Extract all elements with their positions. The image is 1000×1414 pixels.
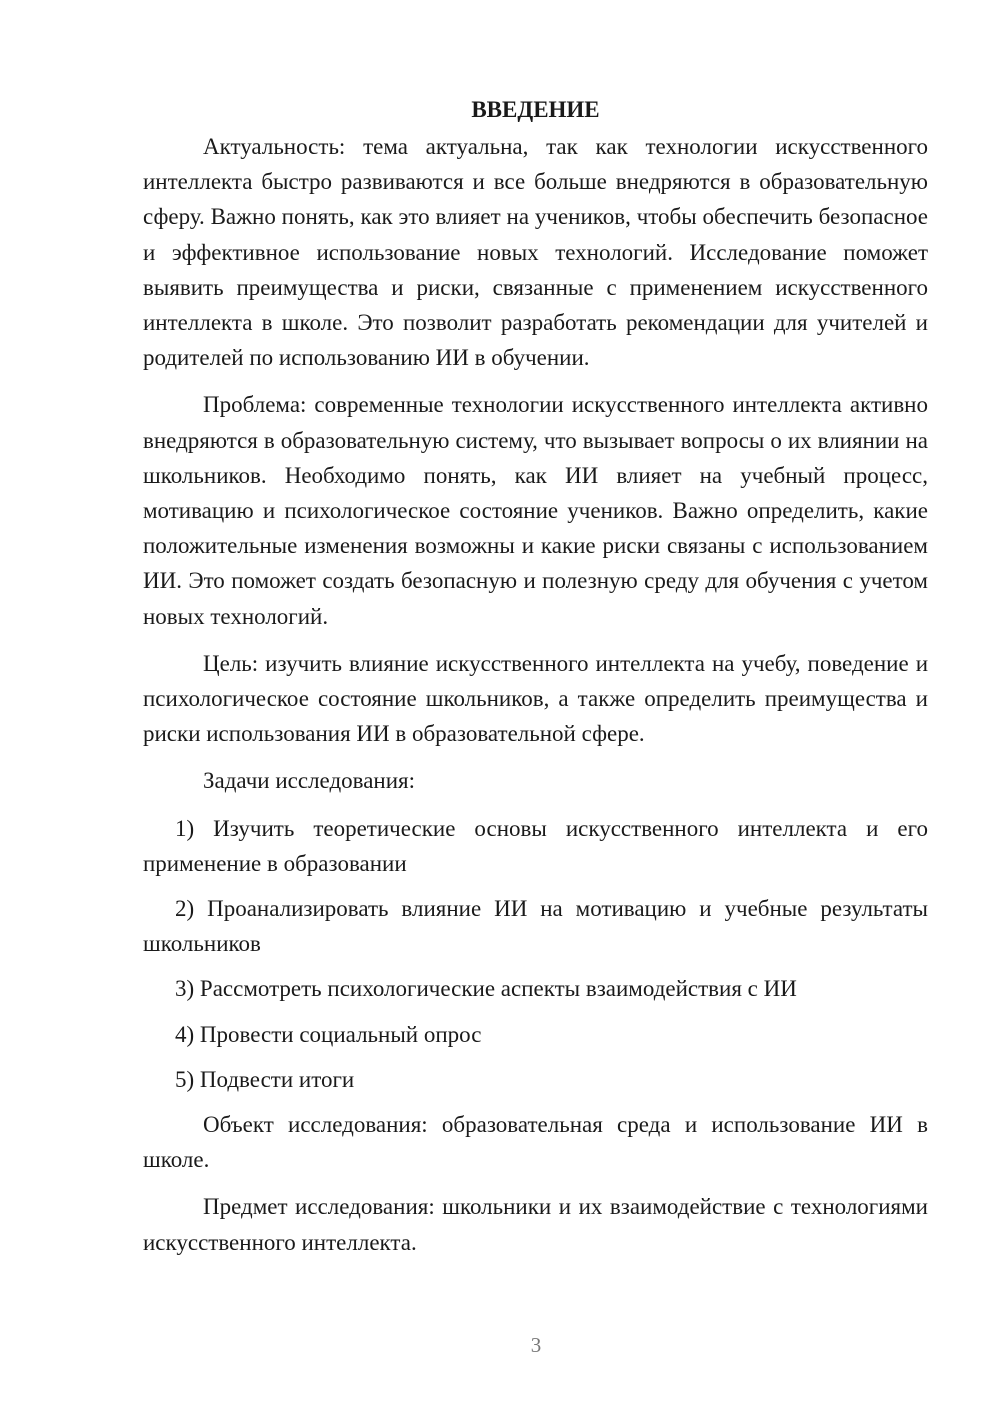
paragraph-problem: Проблема: современные технологии искусственного интеллекта активно внедряются в образовательную систему, что вызывает вопросы о их влиянии на школьников. Необходимо понять, как ИИ влияет на учебный процесс, мотивацию и психологическое состояние учеников. Важно определить, какие положительные изменения возможны и какие риски связаны с использованием ИИ. Это поможет создать безопасную и полезную среду для обучения с учетом новых технологий. (143, 392, 928, 629)
paragraph-object: Объект исследования: образовательная среда и использование ИИ в школе. (143, 1112, 928, 1173)
page-content (143, 92, 928, 1272)
task-item: 4) Провести социальный опрос (175, 1021, 482, 1047)
paragraph-subject: Предмет исследования: школьники и их взаимодействие с технологиями искусственного интеллекта. (143, 1194, 928, 1255)
section-title: ВВЕДЕНИЕ (471, 97, 600, 122)
page-number: 3 (530, 1333, 542, 1357)
tasks-heading: Задачи исследования: (203, 768, 416, 794)
task-item: 2) Проанализировать влияние ИИ на мотивацию и учебные результаты школьников (143, 896, 928, 957)
paragraph-goal: Цель: изучить влияние искусственного интеллекта на учебу, поведение и психологическое состояние школьников, а также определить преимущества и риски использования ИИ в образовательной сфере. (143, 650, 928, 747)
paragraph-relevance: Актуальность: тема актуальна, так как технологии искусственного интеллекта быстро развиваются и все больше внедряются в образовательную сферу. Важно понять, как это влияет на учеников, чтобы обеспечить безопасное и эффективное использование новых технологий. Исследование поможет выявить преимущества и риски, связанные с применением искусственного интеллекта в школе. Это позволит разработать рекомендации для учителей и родителей по использованию ИИ в обучении. (143, 134, 928, 371)
task-item: 3) Рассмотреть психологические аспекты взаимодействия с ИИ (175, 976, 797, 1002)
task-item: 1) Изучить теоретические основы искусственного интеллекта и его применение в образовании (143, 815, 928, 876)
task-item: 5) Подвести итоги (175, 1066, 355, 1092)
